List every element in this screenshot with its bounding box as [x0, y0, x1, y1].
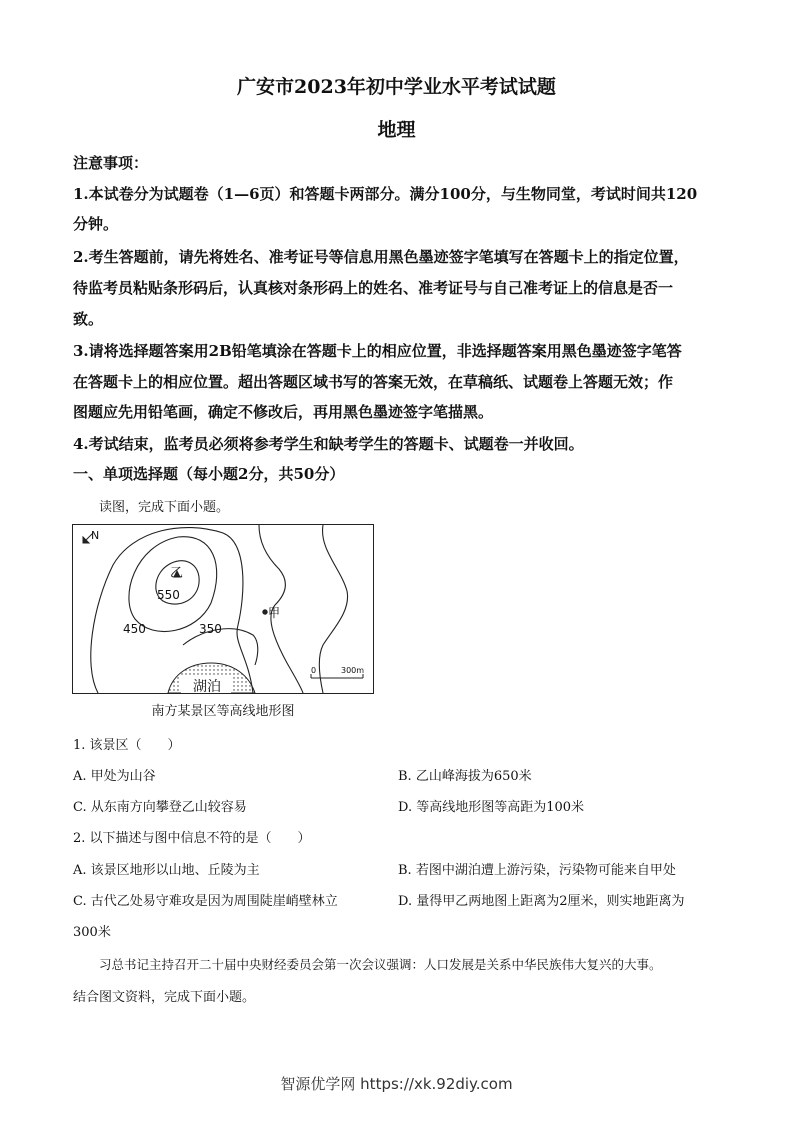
notice-line: 致。 — [73, 310, 104, 328]
notice-heading: 注意事项： — [73, 154, 149, 172]
question-1-option-b: B. 乙山峰海拔为650米 — [398, 769, 532, 784]
map-caption: 南方某景区等高线地形图 — [151, 704, 295, 719]
peak-label: 乙 — [170, 566, 184, 581]
notice-line: 1.本试卷分为试题卷（1—6页）和答题卡两部分。满分100分，与生物同堂，考试时间共120 — [73, 185, 698, 203]
question-1-stem: 1. 该景区（ ） — [73, 738, 181, 753]
question-2-option-c: C. 古代乙处易守难攻是因为周围陡崖峭壁林立 — [73, 894, 338, 909]
question-2-option-a: A. 该景区地形以山地、丘陵为主 — [73, 863, 260, 878]
intro-text-2: 习总书记主持召开二十届中央财经委员会第一次会议强调：人口发展是关系中华民族伟大复兴的大事。 — [99, 957, 662, 972]
point-jia-marker — [263, 610, 267, 614]
contour-250 — [259, 525, 303, 693]
contour-map-svg — [73, 525, 373, 693]
subject-title: 地理 — [377, 119, 416, 141]
contour-label: 450 — [123, 622, 146, 636]
question-1-option-c: C. 从东南方向攀登乙山较容易 — [73, 800, 247, 815]
question-2-stem: 2. 以下描述与图中信息不符的是（ ） — [73, 831, 311, 846]
question-2-option-b: B. 若图中湖泊遭上游污染，污染物可能来自甲处 — [398, 863, 676, 878]
question-2-option-d-continued: 300米 — [73, 925, 111, 940]
section-heading: 一、单项选择题（每小题2分，共50分） — [73, 465, 345, 483]
question-1-option-d: D. 等高线地形图等高距为100米 — [398, 800, 585, 815]
lake-label: 湖泊 — [193, 679, 221, 693]
contour-map — [72, 524, 374, 694]
page-title: 广安市2023年初中学业水平考试试题 — [237, 76, 556, 98]
scale-zero: 0 — [311, 666, 317, 675]
notice-line: 2.考生答题前，请先将姓名、准考证号等信息用黑色墨迹签字笔填写在答题卡上的指定位置， — [73, 248, 689, 266]
scale-end: 300m — [341, 666, 365, 675]
contour-450 — [129, 537, 217, 632]
notice-line: 图题应先用铅笔画，确定不修改后，再用黑色墨迹签字笔描黑。 — [73, 403, 494, 421]
notice-line: 分钟。 — [73, 215, 119, 233]
north-label: N — [91, 529, 100, 542]
question-1-option-a: A. 甲处为山谷 — [73, 769, 156, 784]
notice-line: 待监考员粘贴条形码后，认真核对条形码上的姓名、准考证号与自己准考证上的信息是否一 — [73, 279, 674, 297]
notice-line: 3.请将选择题答案用2B铅笔填涂在答题卡上的相应位置，非选择题答案用黑色墨迹签字笔答 — [73, 342, 682, 360]
intro-text: 读图，完成下面小题。 — [99, 500, 230, 515]
intro-text-2-continued: 结合图文资料，完成下面小题。 — [73, 990, 256, 1005]
point-label: 甲 — [268, 606, 281, 620]
notice-line: 4.考试结束，监考员必须将参考学生和缺考学生的答题卡、试题卷一并收回。 — [73, 435, 584, 453]
question-2-option-d: D. 量得甲乙两地图上距离为2厘米，则实地距离为 — [398, 894, 685, 909]
notice-line: 在答题卡上的相应位置。超出答题区域书写的答案无效，在草稿纸、试题卷上答题无效；作 — [73, 373, 674, 391]
contour-label: 550 — [157, 588, 180, 602]
contour-label: 350 — [199, 622, 222, 636]
footer-watermark: 智源优学网 https://xk.92diy.com — [280, 1075, 513, 1093]
